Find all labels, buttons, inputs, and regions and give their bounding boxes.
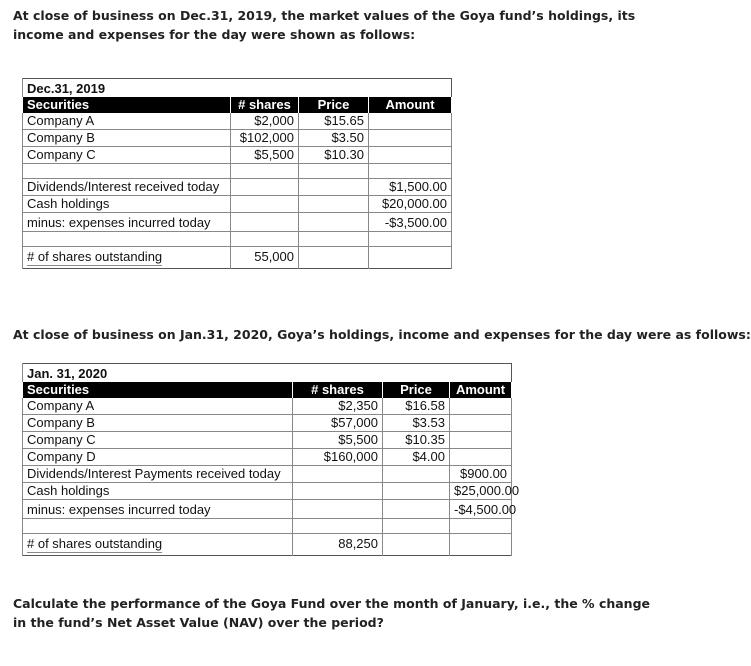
header-amount: Amount	[369, 97, 452, 113]
header-securities: Securities	[23, 97, 231, 113]
header-securities: Securities	[23, 382, 293, 398]
dividends-label: Dividends/Interest Payments received today	[23, 466, 293, 483]
table-title-row	[23, 364, 512, 383]
security-price: $15.65	[299, 113, 369, 130]
table-row	[23, 147, 452, 164]
table-header-row	[23, 97, 452, 113]
dividends-amount: $900.00	[450, 466, 512, 483]
cash-amount: $25,000.00	[450, 483, 512, 500]
security-shares: $5,500	[231, 147, 299, 164]
header-price: Price	[383, 382, 450, 398]
table-header-row	[23, 382, 512, 398]
cash-row	[23, 483, 512, 500]
security-name: Company A	[23, 398, 293, 415]
expenses-row	[23, 213, 452, 232]
security-price: $16.58	[383, 398, 450, 415]
dividends-row	[23, 179, 452, 196]
security-shares: $102,000	[231, 130, 299, 147]
security-name: Company C	[23, 147, 231, 164]
expenses-amount: -$4,500.00	[450, 500, 512, 519]
security-price: $10.35	[383, 432, 450, 449]
dividends-amount: $1,500.00	[369, 179, 452, 196]
header-shares: # shares	[293, 382, 383, 398]
expenses-label: minus: expenses incurred today	[23, 213, 231, 232]
cash-row	[23, 196, 452, 213]
table-row	[23, 415, 512, 432]
holdings-table-dec-2019	[22, 78, 452, 269]
security-price: $10.30	[299, 147, 369, 164]
table-row	[23, 449, 512, 466]
outstanding-label: # of shares outstanding	[27, 536, 163, 551]
expenses-label: minus: expenses incurred today	[23, 500, 293, 519]
expenses-amount: -$3,500.00	[369, 213, 452, 232]
header-shares: # shares	[231, 97, 299, 113]
security-name: Company D	[23, 449, 293, 466]
dividends-label: Dividends/Interest received today	[23, 179, 231, 196]
cash-label: Cash holdings	[23, 196, 231, 213]
header-amount: Amount	[450, 382, 512, 398]
security-shares: $57,000	[293, 415, 383, 432]
middle-paragraph: At close of business on Jan.31, 2020, Goya’s holdings, income and expenses for the day were as follows:	[13, 327, 751, 342]
security-name: Company A	[23, 113, 231, 130]
holdings-table-jan-2020	[22, 363, 520, 556]
cash-label: Cash holdings	[23, 483, 293, 500]
security-shares: $5,500	[293, 432, 383, 449]
security-price: $3.53	[383, 415, 450, 432]
question-paragraph: Calculate the performance of the Goya Fund over the month of January, i.e., the % change in the fund’s Net Asset Value (NAV) over the period?	[13, 596, 651, 630]
table-row	[23, 113, 452, 130]
outstanding-row	[23, 534, 512, 556]
table-title-row	[23, 79, 452, 98]
table-title: Jan. 31, 2020	[23, 364, 512, 383]
security-shares: $2,000	[231, 113, 299, 130]
table-title: Dec.31, 2019	[23, 79, 452, 98]
header-price: Price	[299, 97, 369, 113]
table-row	[23, 130, 452, 147]
security-price: $4.00	[383, 449, 450, 466]
security-name: Company B	[23, 415, 293, 432]
outstanding-value: 88,250	[293, 534, 383, 556]
table-row	[23, 432, 512, 449]
cash-amount: $20,000.00	[369, 196, 452, 213]
outstanding-label: # of shares outstanding	[27, 249, 163, 264]
security-shares: $2,350	[293, 398, 383, 415]
security-name: Company B	[23, 130, 231, 147]
table-row	[23, 398, 512, 415]
security-shares: $160,000	[293, 449, 383, 466]
security-price: $3.50	[299, 130, 369, 147]
security-name: Company C	[23, 432, 293, 449]
expenses-row	[23, 500, 512, 519]
intro-paragraph: At close of business on Dec.31, 2019, the market values of the Goya fund’s holdings, its income and expenses for the day were shown as follows:	[13, 8, 636, 42]
outstanding-value: 55,000	[231, 247, 299, 269]
dividends-row	[23, 466, 512, 483]
outstanding-row	[23, 247, 452, 269]
